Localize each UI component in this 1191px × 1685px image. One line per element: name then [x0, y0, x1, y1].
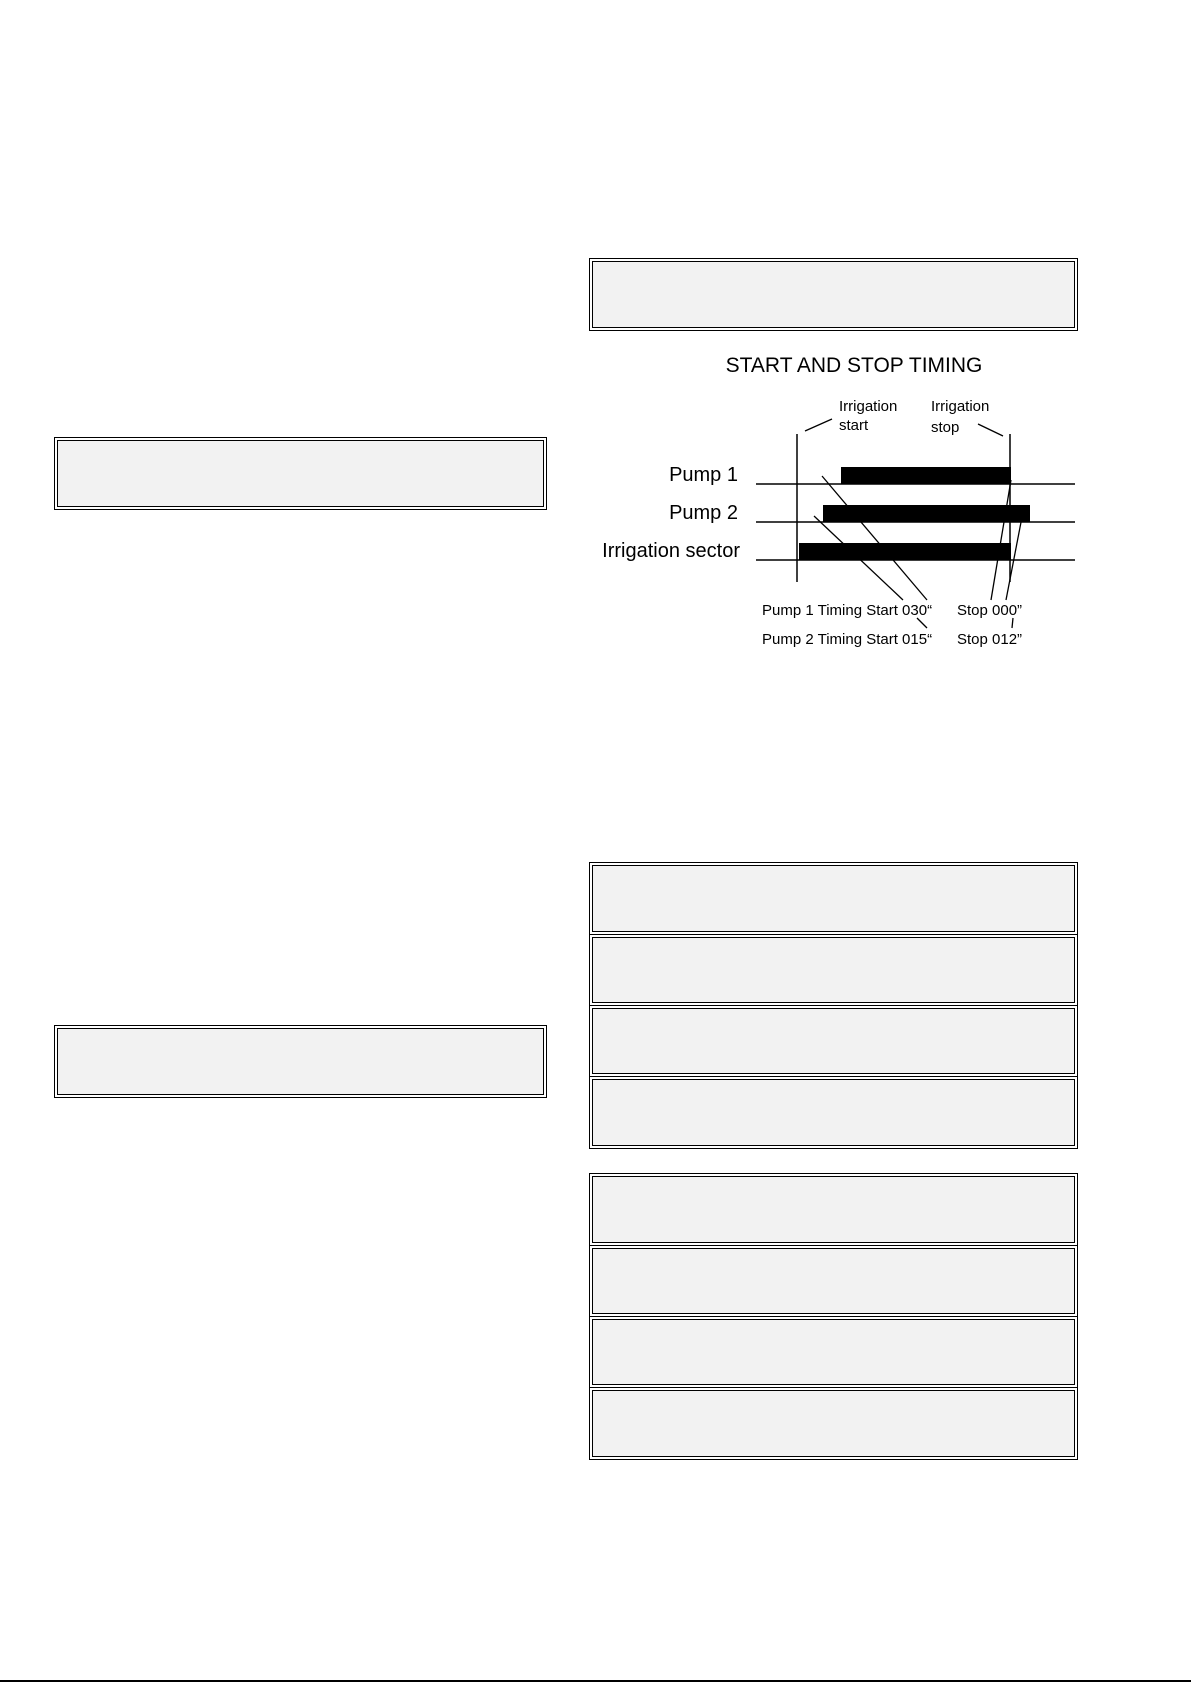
caption-tick-start [917, 618, 927, 628]
row-label-pump-1: Pump 1 [669, 464, 738, 486]
page-bottom-rule [0, 1680, 1191, 1682]
caption-pump-1-start: Pump 1 Timing Start 030“ [762, 602, 933, 619]
leader-pump1-stop [991, 480, 1011, 600]
caption-pump-2-stop: Stop 012” [957, 631, 1023, 648]
bar-irrigation-sector [799, 543, 1011, 560]
label-irrigation-start-line1: Irrigation [839, 398, 898, 415]
label-irrigation-stop-line1: Irrigation [931, 398, 990, 415]
row-label-pump-2: Pump 2 [669, 502, 738, 524]
caption-pump-2-start: Pump 2 Timing Start 015“ [762, 631, 933, 648]
caption-pump-1-stop: Stop 000” [957, 602, 1023, 619]
bar-pump-1 [841, 467, 1011, 484]
row-label-irrigation-sector: Irrigation sector [602, 540, 740, 562]
caption-tick-stop [1012, 618, 1013, 628]
label-irrigation-start-line2: start [839, 417, 869, 434]
diagram-title: START AND STOP TIMING [725, 354, 983, 377]
leader-irrigation-start [805, 419, 832, 431]
label-irrigation-stop-line2: stop [931, 419, 960, 436]
leader-irrigation-stop [978, 424, 1003, 436]
